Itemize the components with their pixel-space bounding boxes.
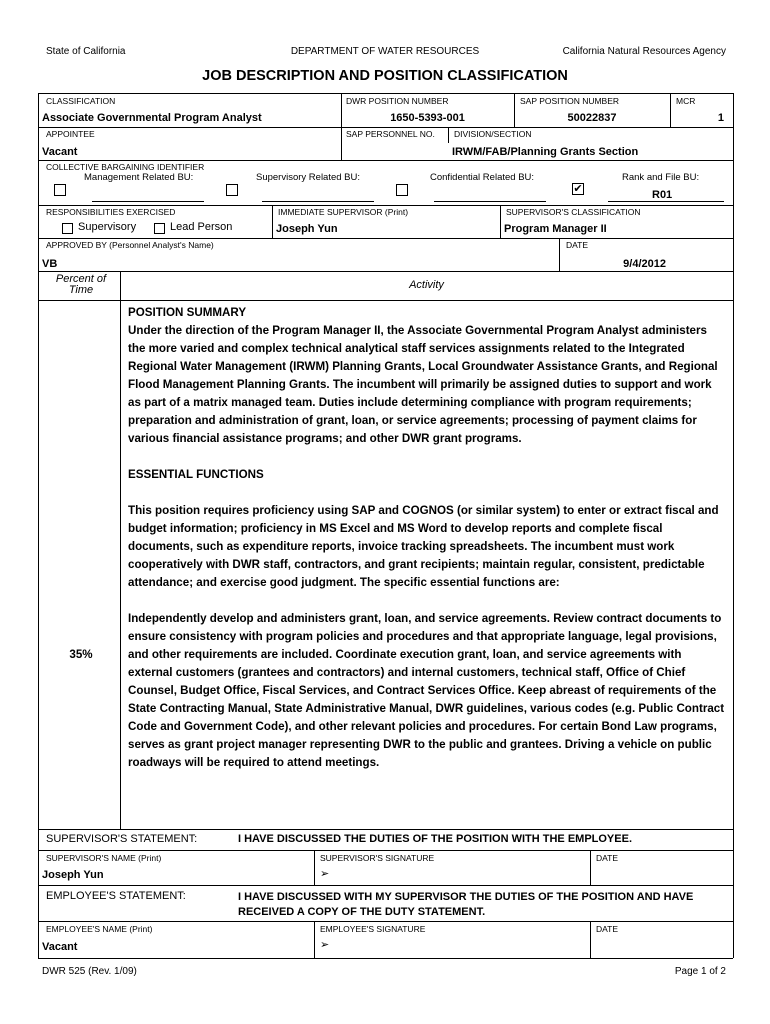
management-bu-label: Management Related BU: (84, 172, 194, 183)
division-field[interactable]: IRWM/FAB/Planning Grants Section (452, 146, 639, 158)
lead-person-checkbox[interactable] (154, 223, 165, 234)
dwr-position-field[interactable]: 1650-5393-001 (390, 112, 465, 124)
employee-name-label: EMPLOYEE'S NAME (Print) (46, 924, 153, 934)
duty-percent: 35% (69, 648, 93, 661)
form-id: DWR 525 (Rev. 1/09) (42, 966, 137, 977)
rank-file-bu-checkbox[interactable]: ✔ (573, 183, 583, 195)
immediate-supervisor-field[interactable]: Joseph Yun (276, 223, 338, 235)
supervisor-date-field[interactable] (596, 866, 726, 882)
employee-name-field[interactable]: Vacant (42, 941, 78, 953)
activity-header: Activity (409, 279, 444, 291)
essential-functions-heading: ESSENTIAL FUNCTIONS (128, 468, 264, 481)
confidential-bu-label: Confidential Related BU: (430, 172, 535, 183)
mcr-label: MCR (676, 96, 696, 106)
immediate-supervisor-label: IMMEDIATE SUPERVISOR (Print) (278, 207, 409, 217)
supervisory-bu-checkbox[interactable] (226, 184, 238, 196)
supervisory-option-label: Supervisory (78, 221, 137, 233)
classification-label: CLASSIFICATION (46, 96, 116, 106)
bargaining-label: COLLECTIVE BARGAINING IDENTIFIER (46, 162, 205, 172)
approved-date-label: DATE (566, 240, 589, 250)
sap-position-field[interactable]: 50022837 (567, 112, 617, 124)
employee-signature-field[interactable]: ➢ (320, 939, 330, 951)
employee-date-field[interactable] (596, 938, 726, 954)
approved-by-field[interactable]: VB (42, 258, 58, 270)
supervisor-name-field[interactable]: Joseph Yun (42, 869, 104, 881)
position-summary-text: Under the direction of the Program Manager II, the Associate Governmental Program Analyst administers the more varied and complex technical analytical staff services assignments related to the Integrated Regional Water Management (IRWM) Planning Grants, Local Groundwater Assistance Grants, and Regional Flood Management Planning Grants. The incumbent will primarily be assigned duties to support and work as part of a matrix managed team. Duties include determining compliance with program requirements; preparation and administration of grant, loan, or service agreements; processing of payment claims for various financial assistance programs; and other DWR grant programs. (128, 324, 718, 445)
supervisor-statement-text: I HAVE DISCUSSED THE DUTIES OF THE POSITION WITH THE EMPLOYEE. (238, 833, 632, 845)
sap-position-label: SAP POSITION NUMBER (520, 96, 620, 106)
supervisory-checkbox[interactable] (62, 223, 73, 234)
essential-functions-intro: This position requires proficiency using SAP and COGNOS (or similar system) to enter or extract fiscal and budget information; proficiency in MS Excel and MS Word to develop reports and complete fiscal documents, such as expenditure reports, invoice tracking spreadsheets. The incumbent must work cooperatively with DWR staff, contractors, and grant recipients; maintain regular, consistent, predictable attendance; and exercise good judgment. The specific essential functions are: (128, 504, 719, 589)
management-bu-checkbox[interactable] (54, 184, 66, 196)
supervisor-class-field[interactable]: Program Manager II (504, 223, 607, 235)
approved-by-label: APPROVED BY (Personnel Analyst's Name) (46, 240, 214, 250)
supervisor-class-label: SUPERVISOR'S CLASSIFICATION (506, 207, 641, 217)
page-number: Page 1 of 2 (674, 966, 726, 977)
lead-person-option-label: Lead Person (170, 221, 233, 233)
classification-field[interactable]: Associate Governmental Program Analyst (42, 112, 262, 124)
employee-statement-label: EMPLOYEE'S STATEMENT: (46, 890, 186, 902)
employee-statement-line1: I HAVE DISCUSSED WITH MY SUPERVISOR THE DUTIES OF THE POSITION AND HAVE (238, 891, 694, 903)
percent-header (42, 274, 120, 296)
confidential-bu-checkbox[interactable] (396, 184, 408, 196)
sap-personnel-label: SAP PERSONNEL NO. (346, 129, 435, 139)
percent-header-line2: Time (68, 284, 94, 296)
supervisor-signature-label: SUPERVISOR'S SIGNATURE (320, 853, 435, 863)
rank-file-bu-label: Rank and File BU: (622, 172, 700, 183)
percent-header-line1: Percent of (55, 273, 107, 285)
supervisor-date-label: DATE (596, 853, 619, 863)
responsibilities-label: RESPONSIBILITIES EXERCISED (46, 207, 176, 217)
header-state: State of California (46, 46, 126, 57)
supervisor-name-label: SUPERVISOR'S NAME (Print) (46, 853, 162, 863)
dwr-position-label: DWR POSITION NUMBER (346, 96, 449, 106)
supervisor-statement-label: SUPERVISOR'S STATEMENT: (46, 833, 198, 845)
mcr-field[interactable]: 1 (717, 112, 724, 124)
employee-signature-label: EMPLOYEE'S SIGNATURE (320, 924, 426, 934)
rank-file-bu-field[interactable]: R01 (652, 189, 673, 201)
position-summary-heading: POSITION SUMMARY (128, 306, 247, 319)
page-title: JOB DESCRIPTION AND POSITION CLASSIFICATION (202, 68, 568, 84)
appointee-label: APPOINTEE (46, 129, 95, 139)
supervisor-signature-field[interactable]: ➢ (320, 868, 330, 880)
supervisory-bu-label: Supervisory Related BU: (256, 172, 361, 183)
header-agency: California Natural Resources Agency (562, 46, 726, 57)
duty-text: Independently develop and administers grant, loan, and service agreements. Review contract documents to ensure consistency with program policies and procedures and that appropriate language, legal provisions, and other requirements are included. Coordinate execution grant, loan, and service agreements with external customers (grantees and contractors) and internal customers, technical staff, Office of Chief Counsel, Budget Office, Fiscal Services, and Contract Services Office. Keep abreast of requirements of the State Contracting Manual, State Administrative Manual, DWR guidelines, various codes (e.g. Public Contract Code and Government Code), and other relevant policies and procedures. For certain Bond Law programs, serves as grant project manager representing DWR to the public and grantees. Driving a vehicle on public roadways will be required to attend meetings. (128, 612, 725, 769)
division-label: DIVISION/SECTION (454, 129, 532, 139)
activity-content (128, 304, 726, 772)
employee-statement-text (238, 890, 693, 920)
approved-date-field[interactable]: 9/4/2012 (623, 258, 666, 270)
appointee-field[interactable]: Vacant (42, 146, 78, 158)
employee-date-label: DATE (596, 924, 619, 934)
header-department: DEPARTMENT OF WATER RESOURCES (290, 46, 480, 57)
employee-statement-line2: RECEIVED A COPY OF THE DUTY STATEMENT. (238, 906, 486, 918)
